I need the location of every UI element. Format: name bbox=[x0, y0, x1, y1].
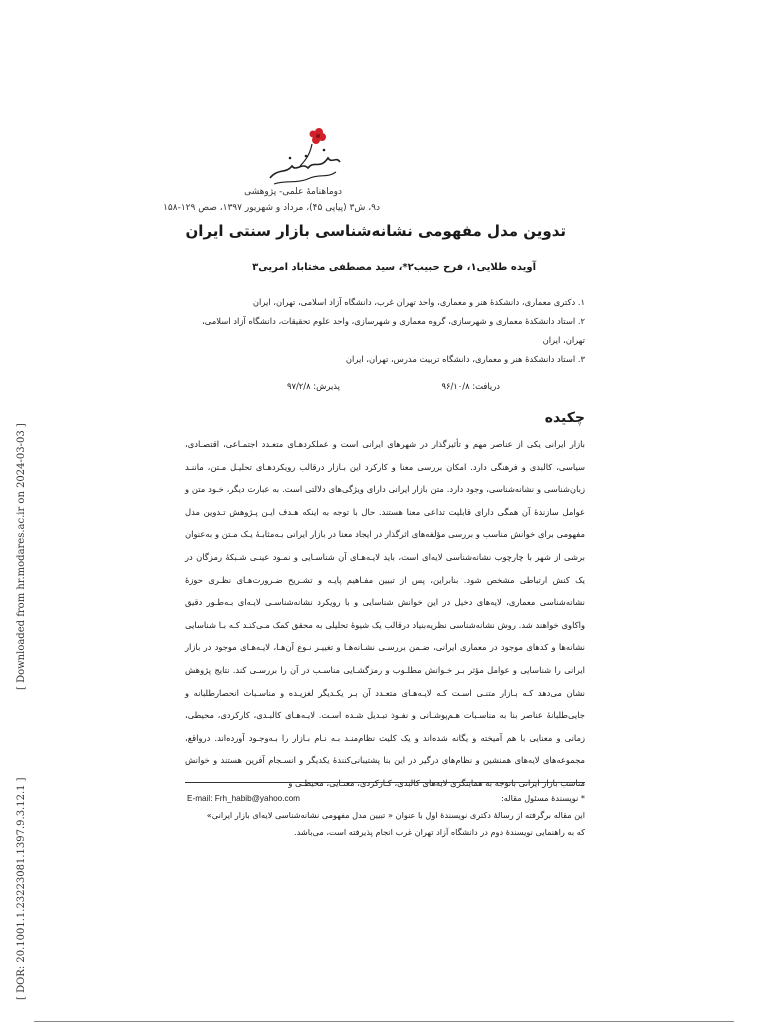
footnote-divider bbox=[185, 782, 585, 783]
abstract-text: بازار ایرانی یکی از عناصر مهم و تأثیرگذار در شهرهای ایرانی است و عملکردهـای متعـدد اجتمـاعی، اقتصـادی، سیاسی، کالبدی و فرهنگی دارد. امکان بررسی معنا و کارکرد این بـازار درقالب رویکردهـای تحلیـل مـتن، ماننـد زبان‌شناسی و نشانه‌شناسی، وجود دارد. متن بازار ایرانی دارای ویژگی‌های دلالتی است. به عبارت دیگر، خـود متن و عوامل سازندهٔ آن همگی دارای قابلیت تداعی معنا هستند. حال با توجه به اینکه هـدف ایـن پـژوهش تـدوین مدل مفهومی برای خوانش مناسب و بررسی مؤلفه‌های اثرگذار در ایجاد معنا در بازار ایرانی بـه‌مثابـهٔ یـک مـتن و به‌عنوان برشی از شهر با چارچوب نشانه‌شناسی لایه‌ای است، باید لایـه‌هـای آن شناسـایی و نمـود عینـی شـبکهٔ رمزگان در یک کنش ارتباطی مشخص شود. بنابراین، پس از تبیین مفـاهیم پایـه و تشـریح ضـرورت‌هـای نظـری حوزهٔ نشانه‌شناسی معماری، لایه‌های دخیل در این خوانش شناسایی و با رویکرد نشانه‌شناسـی لایـه‌ای بـه‌طـور دقیق واکاوی خواهند شد. روش نشانه‌شناسی نظریه‌بنیاد درقالب یک شیوهٔ تحلیلی به محقق کمک مـی‌کنـد کـه بـا شناسایی نشانه‌ها و کدهای موجود در معماری ایرانی، ضـمن بررسـی نشـانه‌هـا و تغییـر نـوع آن‌هـا، لایـه‌هـای موجود در بازار ایرانی را شناسایی و عوامل مؤثر بـر خـوانش مطلـوب و رمزگشـایی مناسـب در آن را بررسـی کند. نتایج پژوهش نشان می‌دهد کـه بـازار متنـی اسـت کـه لایـه‌هـای متعـدد آن بـر یکـدیگر لغزیـده و مناسـبات انحصارطلبانه و جایی‌طلبانهٔ عناصر بنا به مناسـبات هـم‌پوشـانی و نفـوذ تبـدیل شـده اسـت. لایـه‌هـای کالبـدی، کارکردی، محیطی، زمانی و معنایی با هم آمیخته و یگانه شده‌اند و یک کلیت نظام‌منـد بـه نـام بـازار را بـه‌وجـود آورده‌اند. درواقع، مجموعه‌های لایه‌های همنشین و نظام‌های درگیر در این بنا پشتیبانی‌کنندهٔ یکدیگر و انسـجام‌ آفرین هستند و خوانش bbox=[185, 439, 585, 766]
affiliation-3: ۳. استاد دانشکدهٔ هنر و معماری، دانشگاه تربیت مدرس، تهران، ایران bbox=[345, 354, 585, 364]
accepted-date: پذیرش: ۹۷/۲/۸ bbox=[286, 381, 340, 391]
page-bottom-rule bbox=[34, 1021, 734, 1022]
corresponding-author-label: * نویسندهٔ مسئول مقاله: bbox=[500, 793, 585, 803]
article-authors: آویده طلایی۱، فرح حبیب۲*، سید مصطفی مختاباد امریی۳ bbox=[252, 262, 536, 273]
issue-line: د۹، ش۳ (پیاپی ۴۵)، مرداد و شهریور ۱۳۹۷، صص ۱۲۹-۱۵۸ bbox=[163, 203, 380, 213]
download-note: [ Downloaded from hr.modares.ac.ir on 2024-03-03 ] bbox=[16, 423, 27, 690]
affiliations bbox=[185, 293, 585, 369]
footnotes bbox=[185, 790, 585, 841]
received-date: دریافت: ۹۶/۱۰/۸ bbox=[441, 381, 500, 391]
article-title: تدوین مدل مفهومی نشانه‌شناسی بازار سنتی ایران bbox=[185, 222, 566, 240]
journal-logo bbox=[262, 128, 342, 194]
abstract-heading: چکیده bbox=[544, 410, 585, 426]
footnote-line-2: که به راهنمایی نویسندهٔ دوم در دانشگاه آزاد تهران غرب انجام پذیرفته است، می‌باشد. bbox=[294, 827, 585, 837]
abstract-body bbox=[185, 433, 585, 795]
footnote-line-1: این مقاله برگرفته از رسالهٔ دکتری نویسندهٔ اول با عنوان « تبیین مدل مفهومی نشانه‌شناسی لایه‌ای بازار ایرانی» bbox=[206, 810, 585, 820]
dor-note: [ DOR: 20.1001.1.23223081.1397.9.3.12.1 ] bbox=[16, 777, 27, 1000]
journal-subtitle: دوماهنامهٔ علمی- پژوهشی bbox=[244, 187, 342, 197]
flower-icon bbox=[310, 128, 327, 144]
affiliation-1: ۱. دکتری معماری، دانشکدهٔ هنر و معماری، واحد تهران غرب، دانشگاه آزاد اسلامی، تهران، ایران bbox=[252, 297, 585, 307]
corresponding-email: E-mail: Frh_habib@yahoo.com bbox=[187, 794, 300, 803]
affiliation-2: ۲. استاد دانشکدهٔ معماری و شهرسازی، گروه معماری و شهرسازی، واحد علوم تحقیقات، دانشگاه آزاد اسلامی، تهران، ایران bbox=[202, 316, 585, 345]
